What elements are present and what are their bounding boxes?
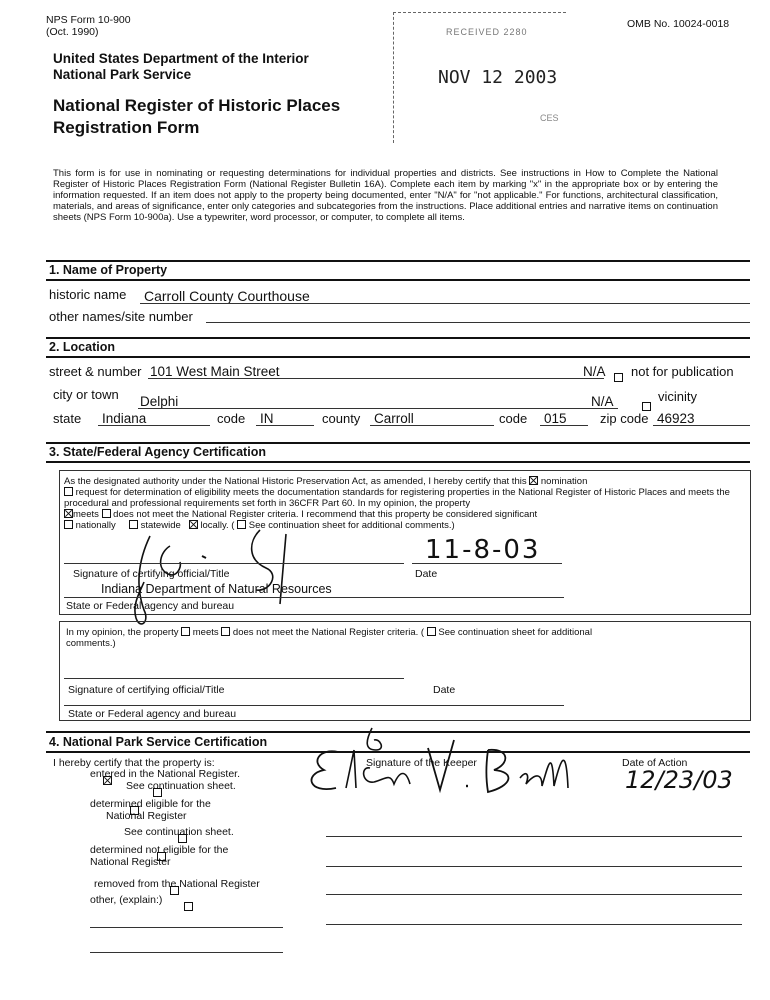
state-code-value[interactable]: IN — [260, 411, 274, 426]
opinion-continuation-checkbox[interactable] — [427, 627, 436, 636]
explain-line[interactable] — [90, 952, 283, 953]
field-line — [138, 408, 618, 409]
state-value[interactable]: Indiana — [102, 411, 147, 426]
opinion-meets-checkbox[interactable] — [181, 627, 190, 636]
locally-label: locally. ( — [200, 520, 235, 531]
instructions-paragraph: This form is for use in nominating or requesting determinations for individual properties and districts. See instructions in How to Complete the National Register of Historic Places Registration Form (National Register Bulletin 16A). Complete each item by marking "x" in the appropriate box or by entering the information requested. If an item does not apply to the property being documented, enter "N/A" for "not applicable." For functions, architectural classification, materials, and areas of significance, enter only categories and subcategories from the instructions. Place additional entries and narrative items on continuation sheets (NPS Form 10-900a). Use a typewriter, word processor, or computer, to complete all items. — [53, 168, 718, 223]
city-value[interactable]: Delphi — [140, 394, 179, 409]
handwritten-signature-keeper — [290, 722, 600, 802]
request-checkbox[interactable] — [64, 487, 73, 496]
section-rule — [46, 260, 750, 262]
opinion-text: In my opinion, the property — [66, 627, 179, 638]
other-names-field[interactable] — [206, 322, 750, 323]
agency-name: National Park Service — [53, 67, 192, 82]
opinion-not-meet-checkbox[interactable] — [221, 627, 230, 636]
section-rule — [46, 442, 750, 444]
historic-name-label: historic name — [49, 287, 127, 302]
entered-continuation-label: See continuation sheet. — [126, 780, 236, 792]
field-line — [256, 425, 314, 426]
removed-label: removed from the National Register — [94, 878, 260, 890]
nationally-label: nationally — [75, 520, 116, 531]
city-label: city or town — [53, 387, 119, 402]
form-date: (Oct. 1990) — [46, 26, 99, 38]
opinion-not-meet-label: does not meet the National Register criteria. ( — [232, 627, 425, 638]
opinion-signature-label: Signature of certifying official/Title — [68, 684, 225, 696]
signature-label: Signature of certifying official/Title — [73, 568, 230, 580]
state-label: state — [53, 411, 82, 426]
form-title-line1: National Register of Historic Places — [53, 96, 341, 115]
cert-text-b: request for determination of eligibility meets the documentation standards for registering properties in the National Register of Historic Places and meets the procedural and professional requirements set forth in 36CFR Part 60. In my opinion, the property — [64, 487, 730, 509]
county-label: county — [322, 411, 361, 426]
meets-label: meets — [73, 509, 99, 520]
stamp-date: NOV 12 2003 — [438, 67, 558, 88]
field-line — [64, 597, 564, 598]
field-line — [64, 705, 564, 706]
vicinity-label: vicinity — [658, 389, 698, 404]
section-4-heading: 4. National Park Service Certification — [49, 735, 268, 749]
date-label: Date — [415, 568, 438, 580]
form-number: NPS Form 10-900 — [46, 14, 131, 26]
zip-label: zip code — [600, 411, 649, 426]
eligible-continuation-label: See continuation sheet. — [124, 826, 234, 838]
street-value[interactable]: 101 West Main Street — [150, 364, 280, 379]
state-signature-date: 11-8-03 — [425, 535, 541, 565]
does-not-meet-label: does not meet the National Register criteria. I recommend that this property be considered significant — [113, 509, 538, 520]
vicinity-checkbox[interactable] — [642, 402, 651, 411]
keeper-line — [326, 924, 742, 925]
opinion-date-label: Date — [433, 684, 456, 696]
zip-value[interactable]: 46923 — [657, 411, 695, 426]
field-line — [140, 303, 750, 304]
section-rule — [46, 461, 750, 463]
stamp-faint: CES — [540, 113, 559, 123]
field-line — [64, 678, 404, 679]
entered-label: entered in the National Register. — [90, 768, 241, 780]
nationally-checkbox[interactable] — [64, 520, 73, 529]
opinion-agency-label: State or Federal agency and bureau — [68, 708, 237, 720]
historic-name-value[interactable]: Carroll County Courthouse — [144, 288, 310, 304]
opinion-paragraph — [66, 627, 746, 649]
section-1-heading: 1. Name of Property — [49, 263, 168, 277]
na-publication: N/A — [583, 364, 606, 379]
county-value[interactable]: Carroll — [374, 411, 414, 426]
field-line — [412, 563, 562, 564]
date-of-action-label: Date of Action — [622, 757, 688, 769]
not-eligible-label-1: determined not eligible for the — [90, 844, 229, 856]
street-label: street & number — [49, 364, 142, 379]
eligible-label-2: National Register — [106, 810, 187, 822]
not-eligible-label-2: National Register — [90, 856, 171, 868]
continuation-label: See continuation sheet for additional comments.) — [248, 520, 455, 531]
nps-certify-intro: I hereby certify that the property is: — [53, 757, 215, 769]
not-for-publication-label: not for publication — [631, 364, 734, 379]
opinion-comments: comments.) — [66, 638, 116, 649]
opinion-meets-label: meets — [192, 627, 219, 638]
explain-line[interactable] — [90, 927, 283, 928]
county-code-label: code — [499, 411, 528, 426]
stamp-received: RECEIVED 2280 — [446, 27, 528, 37]
keeper-line — [326, 866, 742, 867]
field-line — [64, 563, 404, 564]
agency-label: State or Federal agency and bureau — [66, 600, 235, 612]
state-agency-value[interactable]: Indiana Department of Natural Resources — [101, 582, 332, 596]
eligible-label-1: determined eligible for the — [90, 798, 211, 810]
omb-number: OMB No. 10024-0018 — [627, 18, 730, 30]
cert-text-a: As the designated authority under the National Historic Preservation Act, as amended, I hereby certify that this — [64, 476, 527, 487]
not-for-publication-checkbox[interactable] — [614, 373, 623, 382]
statewide-label: statewide — [140, 520, 181, 531]
county-code-value[interactable]: 015 — [544, 411, 567, 426]
field-line — [148, 378, 604, 379]
keeper-signature-label: Signature of the Keeper — [366, 757, 477, 769]
na-vicinity: N/A — [591, 394, 614, 409]
department-name: United States Department of the Interior — [53, 51, 309, 66]
section-rule — [46, 337, 750, 339]
field-line — [370, 425, 494, 426]
section-rule — [46, 356, 750, 358]
field-line — [98, 425, 210, 426]
received-stamp — [393, 12, 566, 143]
other-checkbox[interactable] — [184, 902, 193, 911]
keeper-line — [326, 836, 742, 837]
date-of-action-value: 12/23/03 — [625, 766, 733, 794]
opinion-continuation-label: See continuation sheet for additional — [438, 627, 593, 638]
nomination-checkbox[interactable] — [529, 476, 538, 485]
other-names-label: other names/site number — [49, 309, 193, 324]
nomination-label: nomination — [540, 476, 588, 487]
meets-checkbox[interactable] — [64, 509, 73, 518]
section-2-heading: 2. Location — [49, 340, 115, 354]
keeper-line — [326, 894, 742, 895]
form-title-line2: Registration Form — [53, 118, 200, 137]
state-code-label: code — [217, 411, 246, 426]
section-3-heading: 3. State/Federal Agency Certification — [49, 445, 266, 459]
field-line — [540, 425, 588, 426]
field-line — [653, 425, 750, 426]
other-label: other, (explain:) — [90, 894, 163, 906]
section-rule — [46, 279, 750, 281]
